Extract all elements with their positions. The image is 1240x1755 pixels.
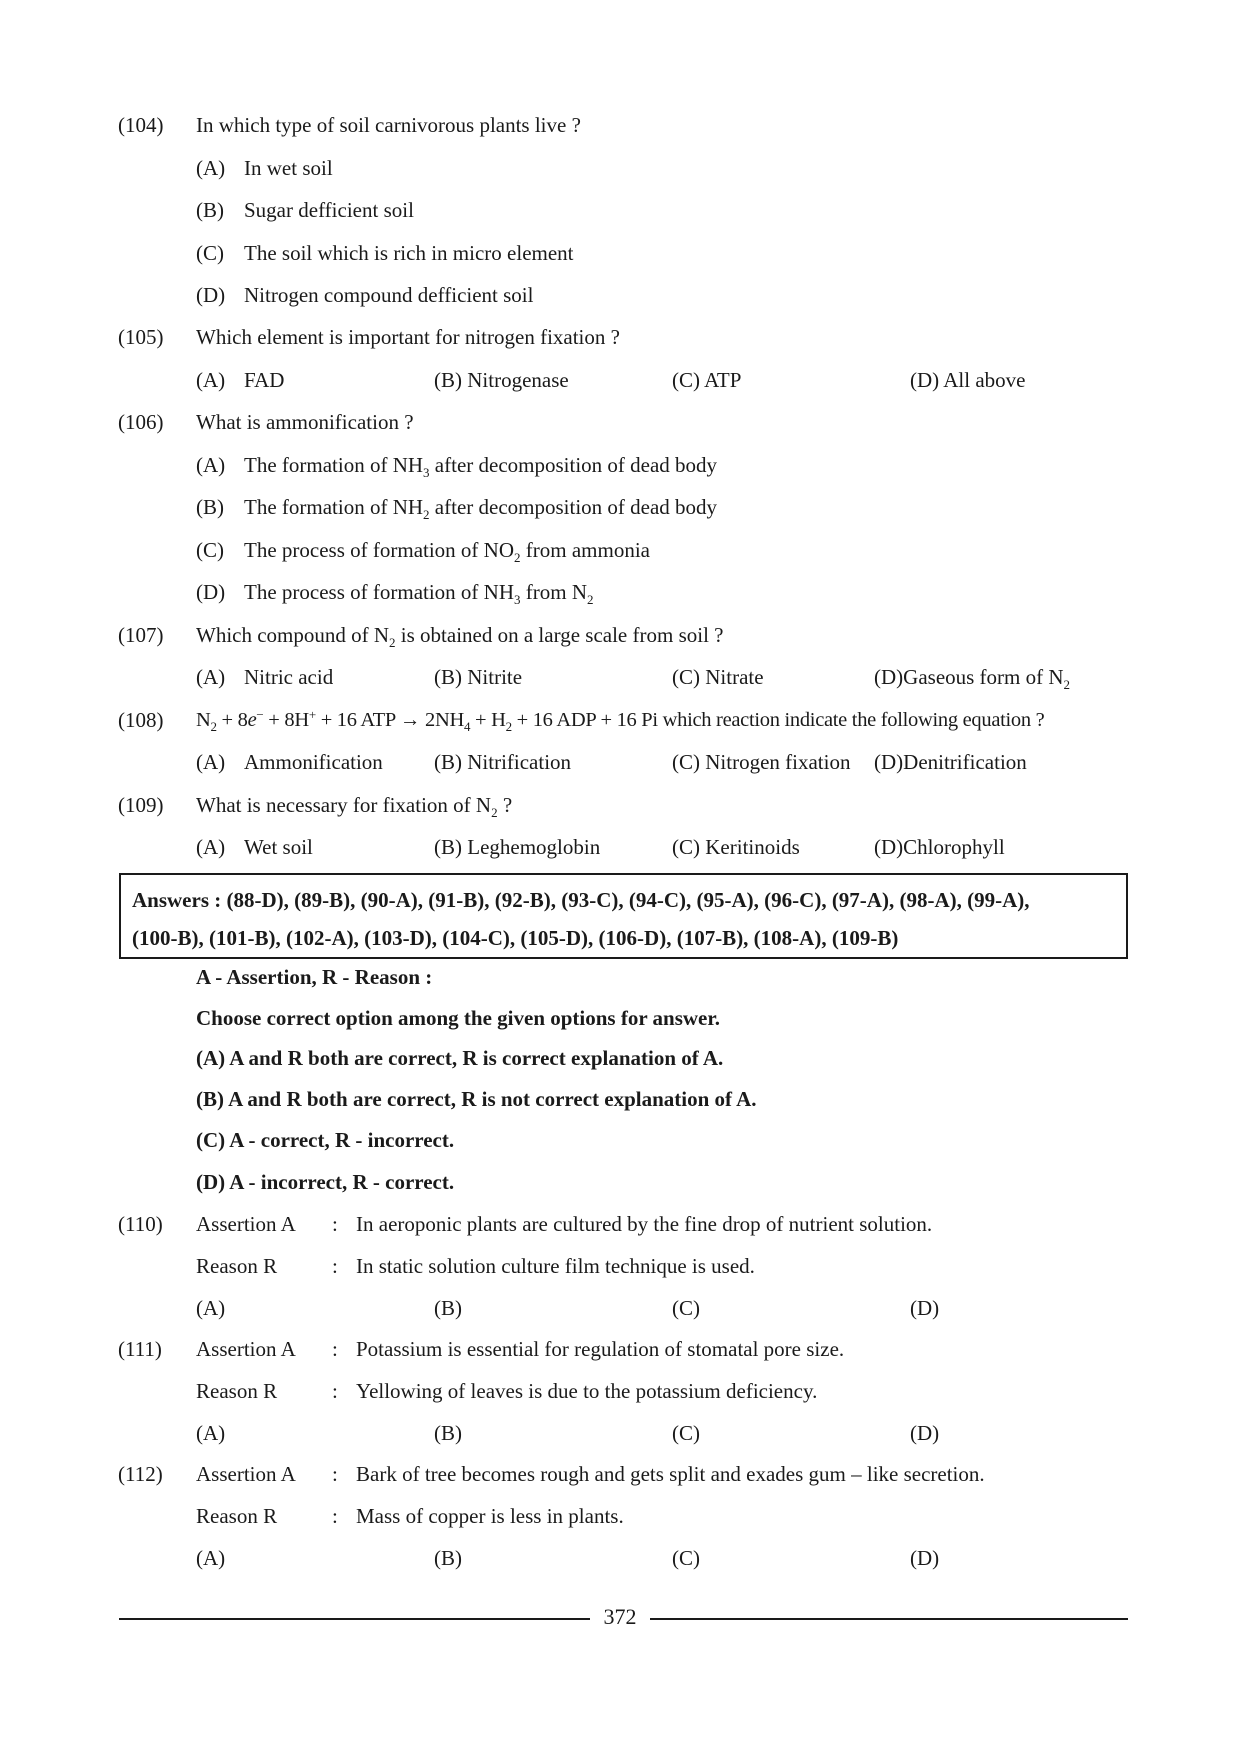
option-b: (B) The formation of $NH_2$ after decomposition of dead body (196, 495, 718, 522)
option-a: (A) Ammonification (196, 750, 383, 774)
option-row (0, 492, 1240, 522)
question-number: (105) (118, 325, 164, 349)
option-row (0, 238, 1240, 268)
question-text: In which type of soil carnivorous plants live ? (196, 113, 581, 137)
option-c: (C) The process of formation of $NO_2$ from ammonia (196, 538, 650, 565)
ar-instruction: Choose correct option among the given options for answer. (196, 1006, 721, 1030)
reason-row: Reason R : Mass of copper is less in plants. (0, 1501, 1240, 1531)
question-number: (109) (118, 793, 164, 817)
option-row (0, 577, 1240, 607)
question-text: Which compound of $N_2$ is obtained on a large scale from soil ? (196, 623, 724, 650)
option-a: (A) (196, 1421, 226, 1445)
option-row (0, 1543, 1240, 1573)
reason-text: Yellowing of leaves is due to the potassium deficiency. (356, 1379, 818, 1403)
reason-row: Reason R : Yellowing of leaves is due to the potassium deficiency. (0, 1376, 1240, 1406)
question-104 (0, 110, 1240, 140)
option-a: (A) (196, 1296, 226, 1320)
reason-label: Reason R (196, 1379, 278, 1403)
ar-option-c: (C) A - correct, R - incorrect. (196, 1128, 455, 1152)
option-row (0, 153, 1240, 183)
reason-text: In static solution culture film technique is used. (356, 1254, 755, 1278)
option-b: (B) Nitrite (434, 665, 523, 689)
option-a: (A) Nitric acid (196, 665, 334, 689)
footer-rule-left (119, 1618, 590, 1620)
option-a: (A) Wet soil (196, 835, 313, 859)
option-d: (D) (910, 1296, 940, 1320)
option-c: (C) Nitrogen fixation (672, 750, 851, 774)
option-c: (C) ATP (672, 368, 742, 392)
option-b: (B) Nitrification (434, 750, 572, 774)
option-d: (D) All above (910, 368, 1026, 392)
question-105 (0, 322, 1240, 352)
question-number: (112) (118, 1462, 163, 1486)
page-number: 372 (603, 1604, 637, 1629)
option-c: (C) (672, 1296, 700, 1320)
question-text: Which element is important for nitrogen fixation ? (196, 325, 620, 349)
assertion-label: Assertion A (196, 1212, 296, 1236)
option-c: (C) (672, 1421, 700, 1445)
option-c: (C) The soil which is rich in micro element (196, 241, 574, 265)
option-row (0, 1293, 1240, 1323)
option-c: (C) (672, 1546, 700, 1570)
assertion-label: Assertion A (196, 1337, 296, 1361)
question-108 (0, 705, 1240, 735)
question-111: (111) Assertion A : Potassium is essential for regulation of stomatal pore size. (0, 1334, 1240, 1364)
option-d: (D) Nitrogen compound defficient soil (196, 283, 534, 307)
option-a: (A) (196, 1546, 226, 1570)
option-a: (A) The formation of $NH_3$ after decomposition of dead body (196, 453, 718, 480)
option-b: (B) Sugar defficient soil (196, 198, 414, 222)
option-d: (D)Chlorophyll (874, 835, 1005, 859)
question-109 (0, 790, 1240, 820)
assertion-text: In aeroponic plants are cultured by the fine drop of nutrient solution. (356, 1212, 933, 1236)
ar-heading: A - Assertion, R - Reason : (196, 965, 433, 989)
option-row (0, 832, 1240, 862)
option-d: (D)Gaseous form of $N_2$ (874, 665, 1071, 692)
option-row (0, 450, 1240, 480)
question-number: (110) (118, 1212, 163, 1236)
option-d: (D)Denitrification (874, 750, 1027, 774)
option-c: (C) Keritinoids (672, 835, 800, 859)
option-b: (B) (434, 1546, 462, 1570)
question-number: (104) (118, 113, 164, 137)
question-number: (106) (118, 410, 164, 434)
reaction-equation: $N_2 + 8e^- + 8H^+ + 16$ ATP → $2NH_4 + H_2 + 16$ ADP + 16 Pi (196, 707, 658, 734)
question-number: (108) (118, 708, 164, 732)
question-106 (0, 407, 1240, 437)
option-row (0, 1418, 1240, 1448)
reason-text: Mass of copper is less in plants. (356, 1504, 624, 1528)
question-112: (112) Assertion A : Bark of tree becomes rough and gets split and exades gum – like secretion. (0, 1459, 1240, 1489)
option-a: (A) FAD (196, 368, 285, 392)
answers-line-1: Answers : (88-D), (89-B), (90-A), (91-B), (92-B), (93-C), (94-C), (95-A), (96-C), (97-A), (98-A), (99-A), (132, 888, 1030, 912)
assertion-text: Potassium is essential for regulation of stomatal pore size. (356, 1337, 845, 1361)
option-row (0, 365, 1240, 395)
option-row (0, 662, 1240, 692)
question-110: (110) Assertion A : In aeroponic plants are cultured by the fine drop of nutrient solution. (0, 1209, 1240, 1239)
ar-option-b: (B) A and R both are correct, R is not correct explanation of A. (196, 1087, 757, 1111)
reason-label: Reason R (196, 1254, 278, 1278)
question-107 (0, 620, 1240, 650)
assertion-text: Bark of tree becomes rough and gets split and exades gum – like secretion. (356, 1462, 985, 1486)
option-c: (C) Nitrate (672, 665, 764, 689)
ar-option-d: (D) A - incorrect, R - correct. (196, 1170, 455, 1194)
question-text: What is necessary for fixation of $N_2$ ? (196, 793, 513, 820)
option-b: (B) (434, 1421, 462, 1445)
option-a: (A) In wet soil (196, 156, 333, 180)
reason-row: Reason R : In static solution culture film technique is used. (0, 1251, 1240, 1281)
option-d: (D) (910, 1546, 940, 1570)
option-b: (B) (434, 1296, 462, 1320)
option-row (0, 280, 1240, 310)
answers-box (119, 873, 1128, 959)
option-b: (B) Nitrogenase (434, 368, 569, 392)
option-b: (B) Leghemoglobin (434, 835, 601, 859)
question-number: (111) (118, 1337, 162, 1361)
answers-line-2: (100-B), (101-B), (102-A), (103-D), (104-C), (105-D), (106-D), (107-B), (108-A), (109-B) (132, 926, 899, 950)
question-number: (107) (118, 623, 164, 647)
option-row (0, 195, 1240, 225)
reason-label: Reason R (196, 1504, 278, 1528)
assertion-label: Assertion A (196, 1462, 296, 1486)
question-text: What is ammonification ? (196, 410, 414, 434)
option-row (0, 747, 1240, 777)
question-text: $N_2 + 8e^- + 8H^+ + 16$ ATP → $2NH_4 + H_2 + 16$ ADP + 16 Pi which reaction indicate the following equation ? (196, 707, 1045, 734)
footer-rule-right (650, 1618, 1128, 1620)
ar-option-a: (A) A and R both are correct, R is correct explanation of A. (196, 1046, 724, 1070)
option-d: (D) (910, 1421, 940, 1445)
option-d: (D) The process of formation of $NH_3$ from $N_2$ (196, 580, 594, 607)
option-row (0, 535, 1240, 565)
